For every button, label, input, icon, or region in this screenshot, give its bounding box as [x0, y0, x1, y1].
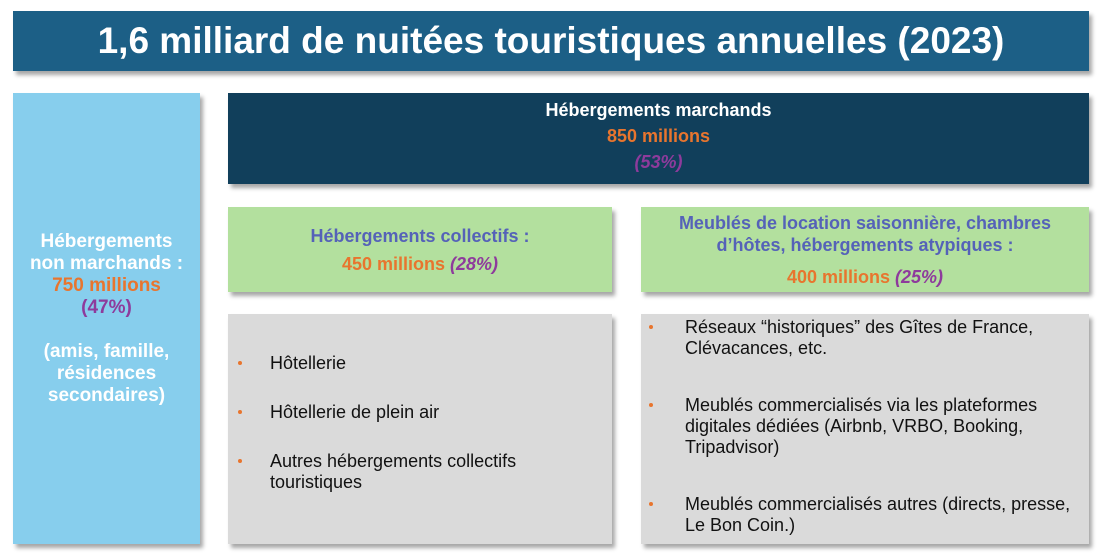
non-marchand-note-line1: (amis, famille,	[43, 340, 170, 362]
bullet-icon	[238, 410, 242, 414]
list-item	[270, 402, 592, 423]
list-item-text: Réseaux “historiques” des Gîtes de France, Clévacances, etc.	[685, 317, 1034, 358]
list-item-text: Hôtellerie de plein air	[270, 402, 440, 422]
list-item-text: Meublés commercialisés via les plateformes digitales dédiées (Airbnb, VRBO, Booking, Tripadvisor)	[685, 395, 1038, 457]
bullet-icon	[649, 403, 653, 407]
marchand-value: 850 millions	[606, 126, 711, 146]
list-item	[685, 395, 1075, 458]
collectifs-list	[228, 314, 612, 544]
list-item	[270, 353, 592, 374]
bullet-icon	[238, 361, 242, 365]
collectifs-label: Hébergements collectifs :	[310, 225, 530, 246]
bullet-icon	[649, 502, 653, 506]
meubles-value: 400 millions	[786, 266, 890, 287]
collectifs-percent: (28%)	[450, 253, 499, 274]
meubles-list	[641, 314, 1089, 544]
non-marchand-label-line1: Hébergements	[40, 230, 173, 252]
non-marchand-note-line3: secondaires)	[47, 384, 166, 406]
bullet-icon	[649, 325, 653, 329]
meubles-label-line2: d’hôtes, hébergements atypiques :	[716, 234, 1014, 255]
non-marchand-note-line2: résidences	[56, 362, 157, 384]
collectifs-value-line	[228, 253, 612, 275]
non-marchand-value: 750 millions	[52, 274, 161, 296]
marchand-label: Hébergements marchands	[545, 100, 772, 120]
non-marchand-label-line2: non marchands :	[29, 252, 184, 274]
meubles-value-line	[641, 266, 1089, 288]
meubles-box	[641, 207, 1089, 292]
list-item	[270, 451, 592, 493]
list-item	[685, 494, 1075, 536]
collectifs-box	[228, 207, 612, 292]
list-item-text: Meublés commercialisés autres (directs, presse, Le Bon Coin.)	[685, 494, 1071, 535]
list-item-text: Autres hébergements collectifs touristiques	[270, 451, 517, 492]
spacer	[13, 319, 200, 341]
non-marchand-box	[13, 93, 200, 544]
collectifs-value: 450 millions	[341, 253, 445, 274]
marchand-percent: (53%)	[634, 152, 683, 172]
list-item-text: Hôtellerie	[270, 353, 347, 373]
meubles-label-line1: Meublés de location saisonnière, chambres	[678, 212, 1052, 233]
meubles-percent: (25%)	[895, 266, 944, 287]
marchand-box	[228, 93, 1089, 184]
list-item	[685, 317, 1075, 359]
non-marchand-percent: (47%)	[81, 296, 132, 318]
diagram-title: 1,6 milliard de nuitées touristiques annuelles (2023)	[13, 11, 1089, 71]
bullet-icon	[238, 459, 242, 463]
